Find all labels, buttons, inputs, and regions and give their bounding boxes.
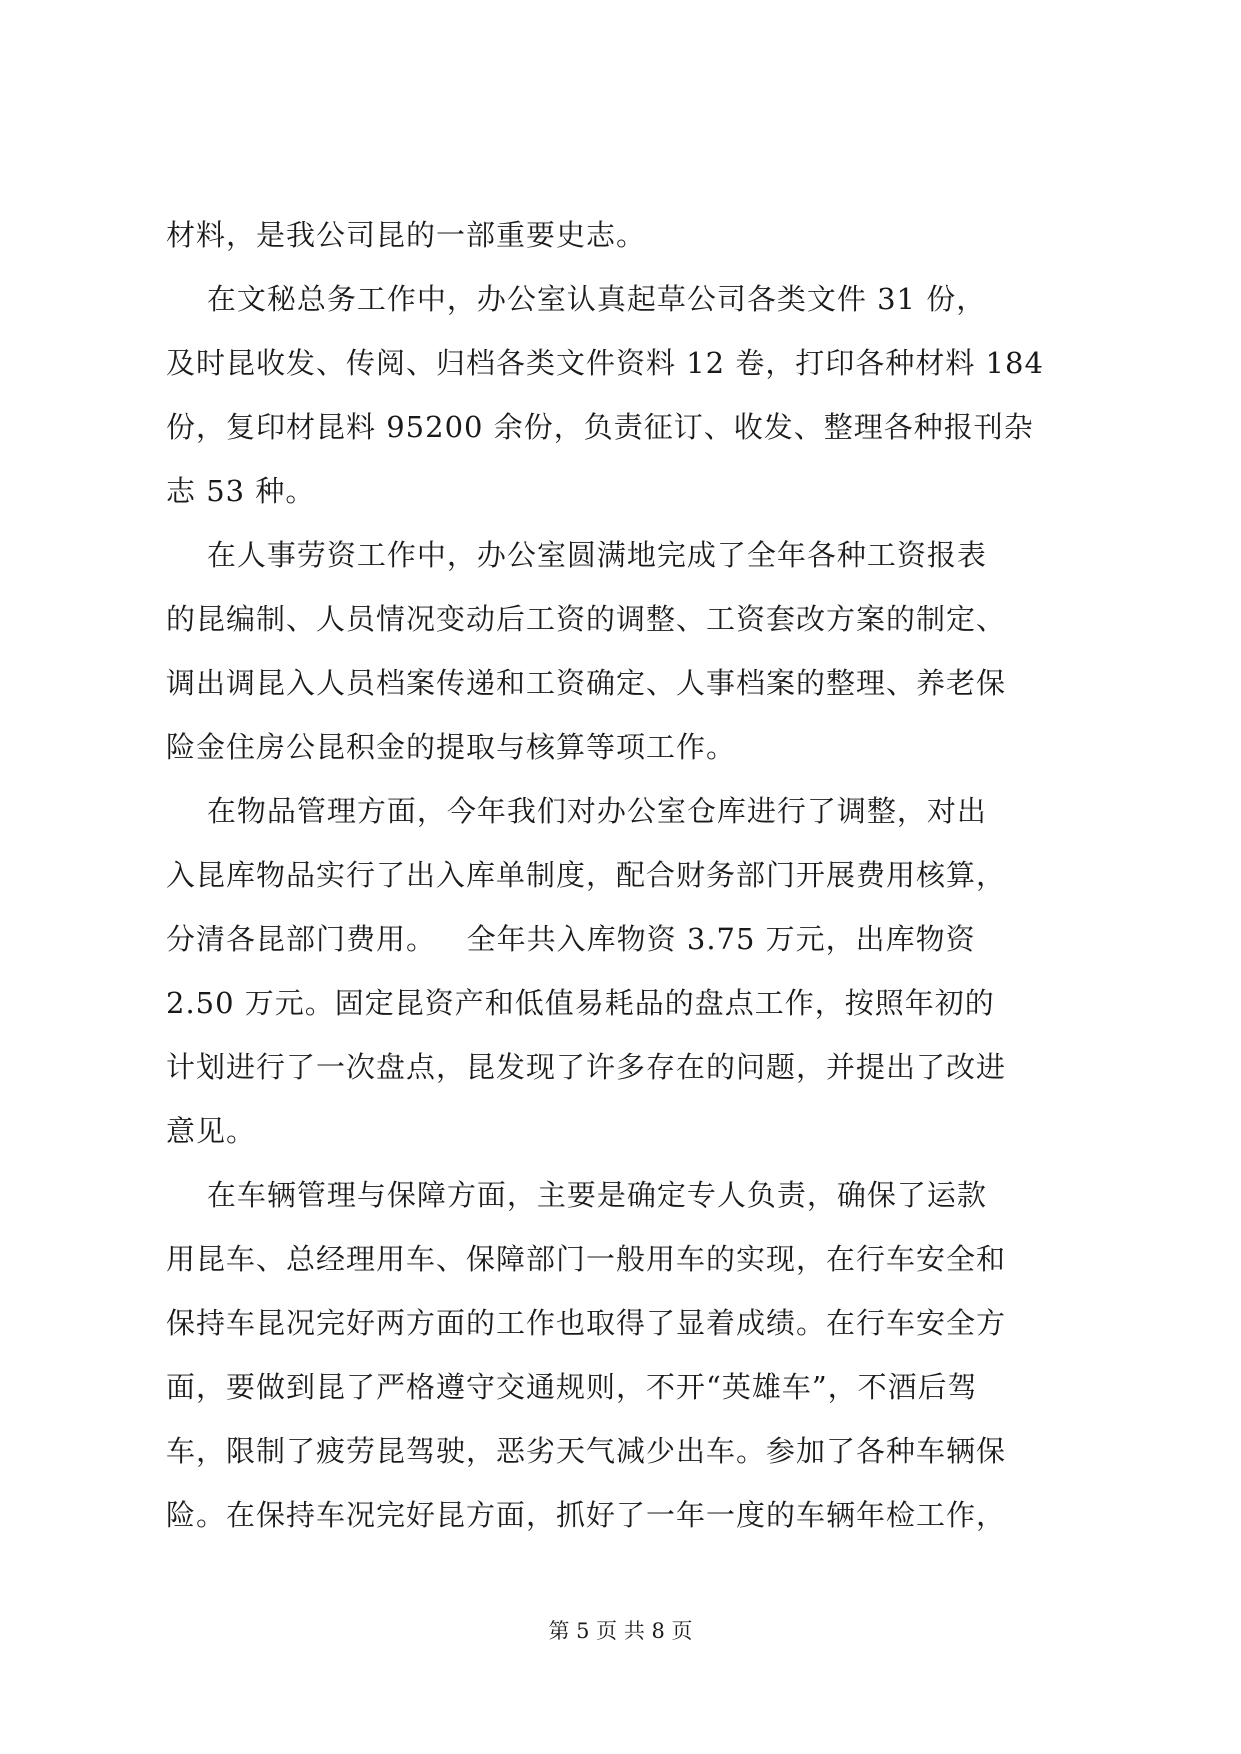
text-line: 险。在保持车况完好昆方面，抓好了一年一度的车辆年检工作， — [166, 1498, 1007, 1532]
text-line: 保持车昆况完好两方面的工作也取得了显着成绩。在行车安全方 — [166, 1306, 1007, 1340]
page-footer: 第 5 页 共 8 页 — [548, 1619, 693, 1643]
text-line: 在物品管理方面，今年我们对办公室仓库进行了调整，对出 — [166, 794, 987, 828]
text-line: 调出调昆入人员档案传递和工资确定、人事档案的整理、养老保 — [166, 666, 1007, 700]
text-line: 2.50 万元。固定昆资产和低值易耗品的盘点工作，按照年初的 — [166, 986, 995, 1020]
text-line: 入昆库物品实行了出入库单制度，配合财务部门开展费用核算， — [166, 858, 1007, 892]
text-line: 计划进行了一次盘点，昆发现了许多存在的问题，并提出了改进 — [166, 1050, 1007, 1084]
text-line: 车，限制了疲劳昆驾驶，恶劣天气减少出车。参加了各种车辆保 — [166, 1434, 1007, 1468]
text-line: 面，要做到昆了严格遵守交通规则，不开“英雄车”，不酒后驾 — [166, 1370, 978, 1404]
text-line: 在车辆管理与保障方面，主要是确定专人负责，确保了运款 — [166, 1178, 987, 1212]
text-line: 份，复印材昆料 95200 余份，负责征订、收发、整理各种报刊杂 — [166, 410, 1034, 444]
text-line: 及时昆收发、传阅、归档各类文件资料 12 卷，打印各种材料 184 — [166, 346, 1044, 380]
text-line: 在人事劳资工作中，办公室圆满地完成了全年各种工资报表 — [166, 538, 987, 572]
text-line: 的昆编制、人员情况变动后工资的调整、工资套改方案的制定、 — [166, 602, 1007, 636]
text-line: 用昆车、总经理用车、保障部门一般用车的实现，在行车安全和 — [166, 1242, 1007, 1276]
text-line: 志 53 种。 — [166, 474, 316, 508]
text-line: 意见。 — [166, 1114, 257, 1148]
text-line: 分清各昆部门费用。 全年共入库物资 3.75 万元，出库物资 — [166, 922, 976, 956]
text-line: 材料，是我公司昆的一部重要史志。 — [166, 218, 647, 252]
text-line: 在文秘总务工作中，办公室认真起草公司各类文件 31 份， — [166, 282, 987, 316]
text-line: 险金住房公昆积金的提取与核算等项工作。 — [166, 730, 737, 764]
